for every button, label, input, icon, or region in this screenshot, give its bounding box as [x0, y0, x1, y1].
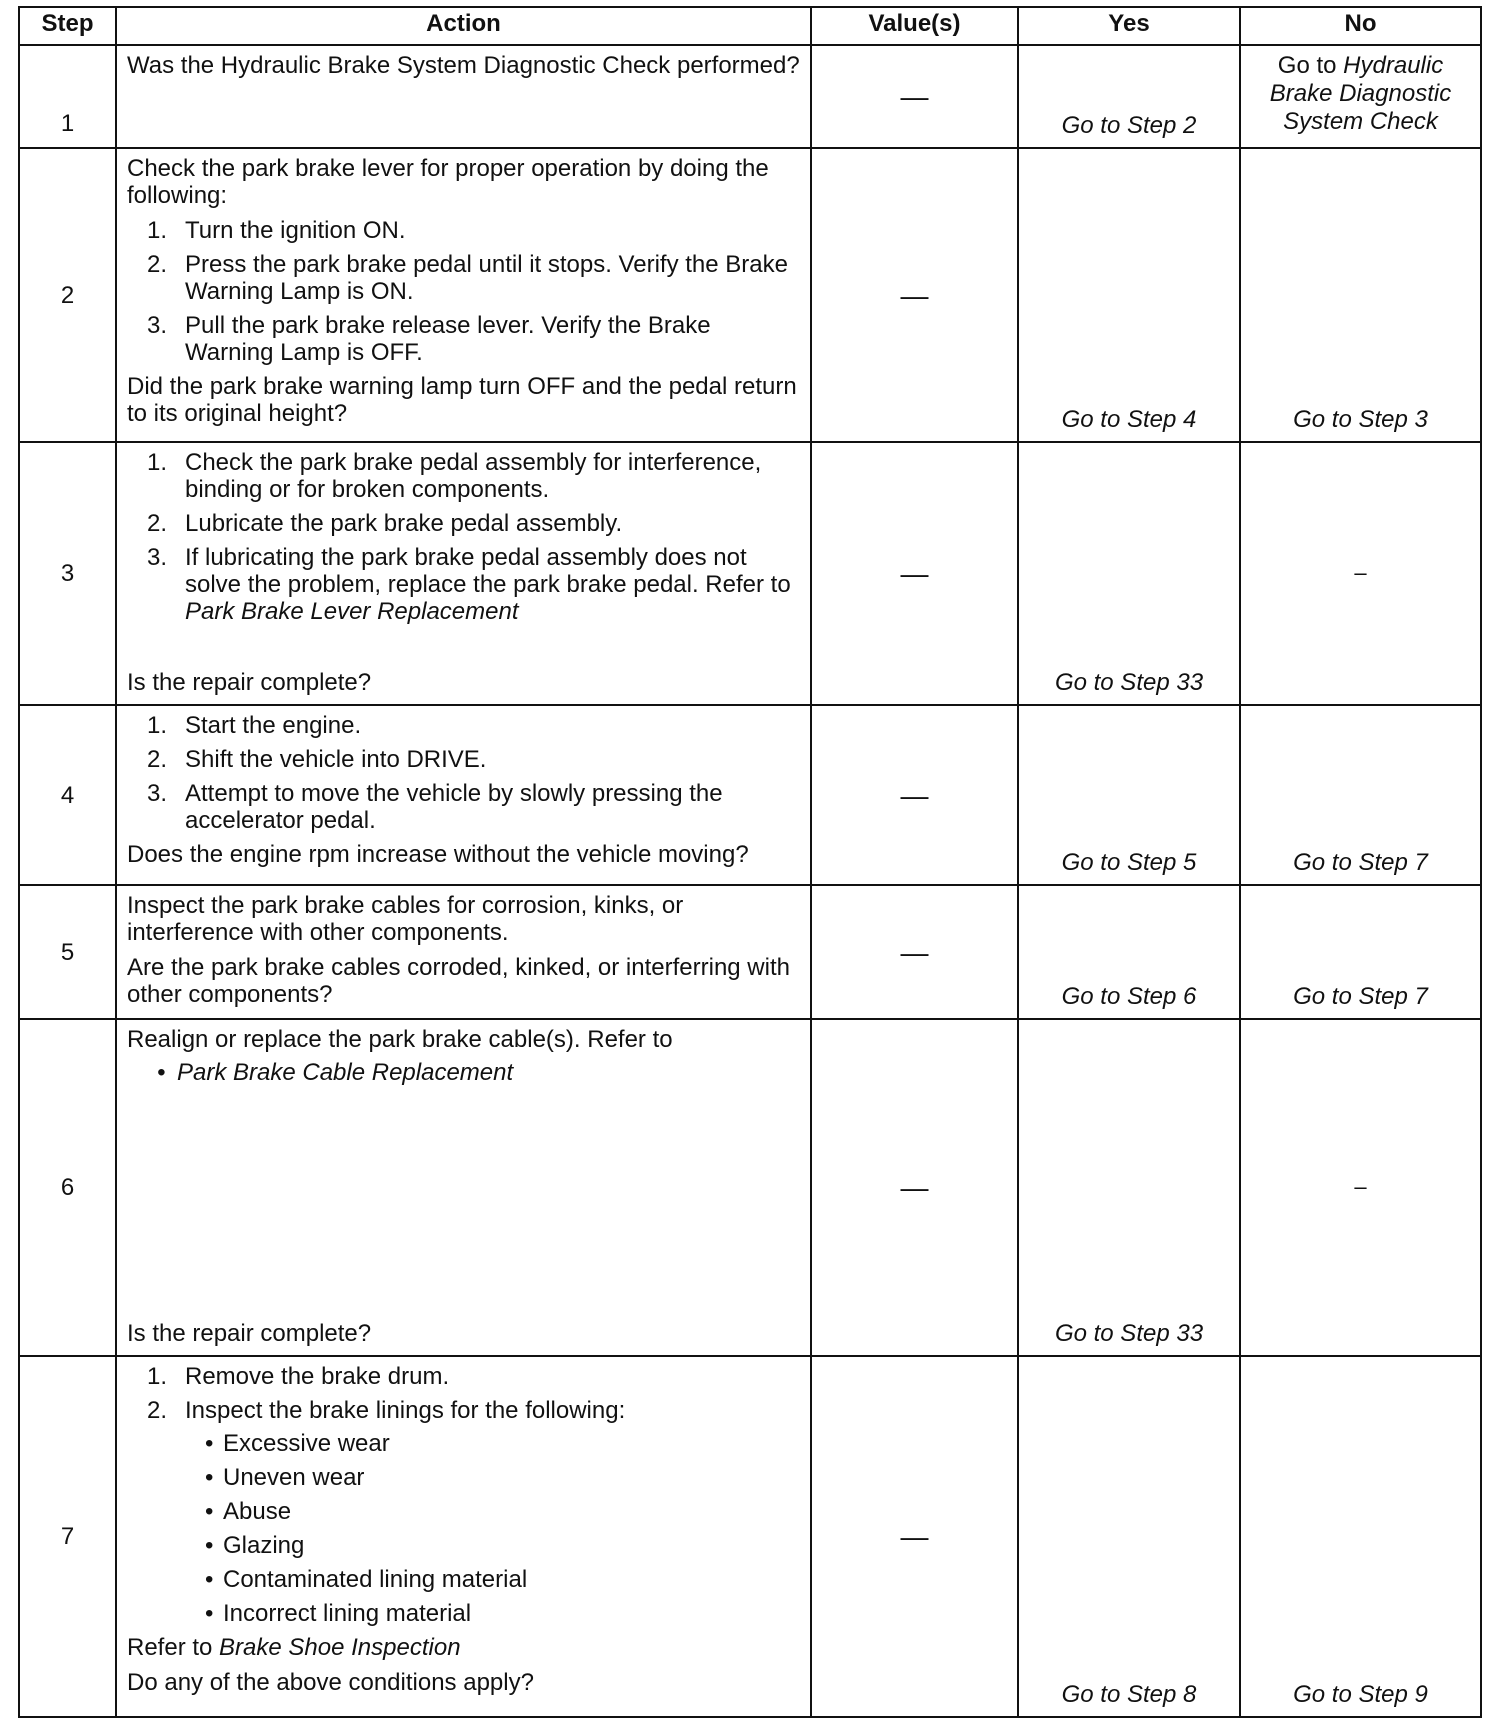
action-cell [116, 1356, 811, 1717]
yes-link[interactable]: Go to Step 33 [1018, 442, 1240, 705]
action-cell [116, 148, 811, 442]
table-row-step-7 [19, 1356, 1481, 1717]
list-item: • Uneven wear [127, 1464, 800, 1491]
step-number: 5 [19, 885, 116, 1019]
value-cell: — [811, 45, 1018, 148]
yes-link[interactable]: Go to Step 6 [1018, 885, 1240, 1019]
no-cell: – [1240, 442, 1481, 705]
reference-line [127, 1634, 800, 1661]
list-item: • Incorrect lining material [127, 1600, 800, 1627]
step-number: 6 [19, 1019, 116, 1356]
no-link[interactable]: Go to Step 9 [1240, 1356, 1481, 1717]
no-cell[interactable] [1240, 45, 1481, 148]
step-number: 4 [19, 705, 116, 885]
value-cell: — [811, 148, 1018, 442]
table-row-step-6 [19, 1019, 1481, 1356]
action-text: Was the Hydraulic Brake System Diagnostic Check performed? [127, 52, 800, 79]
step-number: 2 [19, 148, 116, 442]
action-intro: Realign or replace the park brake cable(s). Refer to [127, 1026, 673, 1053]
action-steps [127, 449, 800, 625]
header-step: Step [19, 7, 116, 45]
action-intro: Inspect the park brake cables for corrosion, kinks, or interference with other components. [127, 892, 684, 946]
list-item: 2. Lubricate the park brake pedal assembly. [147, 510, 623, 537]
no-link[interactable]: Go to Step 3 [1240, 148, 1481, 442]
list-item: 3. Pull the park brake release lever. Verify the Brake Warning Lamp is OFF. [147, 312, 711, 366]
yes-link[interactable]: Go to Step 33 [1018, 1019, 1240, 1356]
value-cell: — [811, 442, 1018, 705]
table-row-step-1 [19, 45, 1481, 148]
list-item: 1. Check the park brake pedal assembly for interference, binding or for broken components. [147, 449, 762, 503]
list-item: 2. Press the park brake pedal until it stops. Verify the Brake Warning Lamp is ON. [147, 251, 788, 305]
header-values: Value(s) [811, 7, 1018, 45]
list-item: • Contaminated lining material [127, 1566, 800, 1593]
diagnostic-table [18, 6, 1482, 1718]
list-item: 1. Turn the ignition ON. [147, 217, 406, 244]
list-item: 2. Inspect the brake linings for the following: [147, 1397, 626, 1424]
list-item: 1. Start the engine. [147, 712, 362, 739]
action-cell [116, 45, 811, 148]
header-no: No [1240, 7, 1481, 45]
action-question: Did the park brake warning lamp turn OFF and the pedal return to its original height? [127, 373, 797, 427]
table-row-step-4 [19, 705, 1481, 885]
action-steps [127, 217, 800, 366]
list-item: • Abuse [127, 1498, 800, 1525]
list-item: • Glazing [127, 1532, 800, 1559]
table-row-step-2 [19, 148, 1481, 442]
yes-link[interactable]: Go to Step 4 [1018, 148, 1240, 442]
no-link[interactable]: Go to Step 7 [1240, 705, 1481, 885]
reference-link[interactable]: Brake Shoe Inspection [219, 1634, 461, 1661]
list-item: 2. Shift the vehicle into DRIVE. [147, 746, 487, 773]
diagnostic-table-page [18, 6, 1480, 1718]
table-row-step-5 [19, 885, 1481, 1019]
value-cell: — [811, 885, 1018, 1019]
condition-list [127, 1430, 800, 1627]
reference-link[interactable]: Park Brake Lever Replacement [185, 598, 519, 625]
reference-link[interactable]: • Park Brake Cable Replacement [127, 1059, 800, 1086]
action-question: Does the engine rpm increase without the vehicle moving? [127, 841, 749, 868]
action-cell [116, 1019, 811, 1356]
list-item: 3. If lubricating the park brake pedal assembly does not solve the problem, replace the park brake pedal. Refer to Park Brake Lever Replacement [147, 544, 791, 625]
action-steps [127, 1363, 800, 1424]
list-item: 1. Remove the brake drum. [147, 1363, 450, 1390]
no-link[interactable]: Go to Step 7 [1240, 885, 1481, 1019]
yes-link[interactable]: Go to Step 8 [1018, 1356, 1240, 1717]
yes-link[interactable]: Go to Step 5 [1018, 705, 1240, 885]
no-prefix: Go to [1277, 52, 1337, 79]
action-steps [127, 712, 800, 834]
step-number: 7 [19, 1356, 116, 1717]
value-cell: — [811, 1019, 1018, 1356]
action-cell [116, 885, 811, 1019]
action-intro: Check the park brake lever for proper operation by doing the following: [127, 155, 769, 209]
header-yes: Yes [1018, 7, 1240, 45]
action-question: Is the repair complete? [127, 669, 372, 696]
no-link[interactable]: Hydraulic Brake Diagnostic System Check [1269, 52, 1452, 135]
table-row-step-3 [19, 442, 1481, 705]
action-question: Are the park brake cables corroded, kinked, or interferring with other components? [127, 954, 790, 1008]
list-item: 3. Attempt to move the vehicle by slowly pressing the accelerator pedal. [147, 780, 723, 834]
header-action: Action [116, 7, 811, 45]
header-row [19, 7, 1481, 45]
yes-link[interactable]: Go to Step 2 [1018, 45, 1240, 148]
action-cell [116, 442, 811, 705]
step-number: 3 [19, 442, 116, 705]
action-question: Do any of the above conditions apply? [127, 1669, 534, 1696]
reference-list [127, 1059, 800, 1086]
list-item: • Excessive wear [127, 1430, 800, 1457]
no-cell: – [1240, 1019, 1481, 1356]
value-cell: — [811, 1356, 1018, 1717]
action-question: Is the repair complete? [127, 1320, 372, 1347]
refer-prefix: Refer to [127, 1634, 213, 1661]
value-cell: — [811, 705, 1018, 885]
action-cell [116, 705, 811, 885]
step-number: 1 [19, 45, 116, 148]
